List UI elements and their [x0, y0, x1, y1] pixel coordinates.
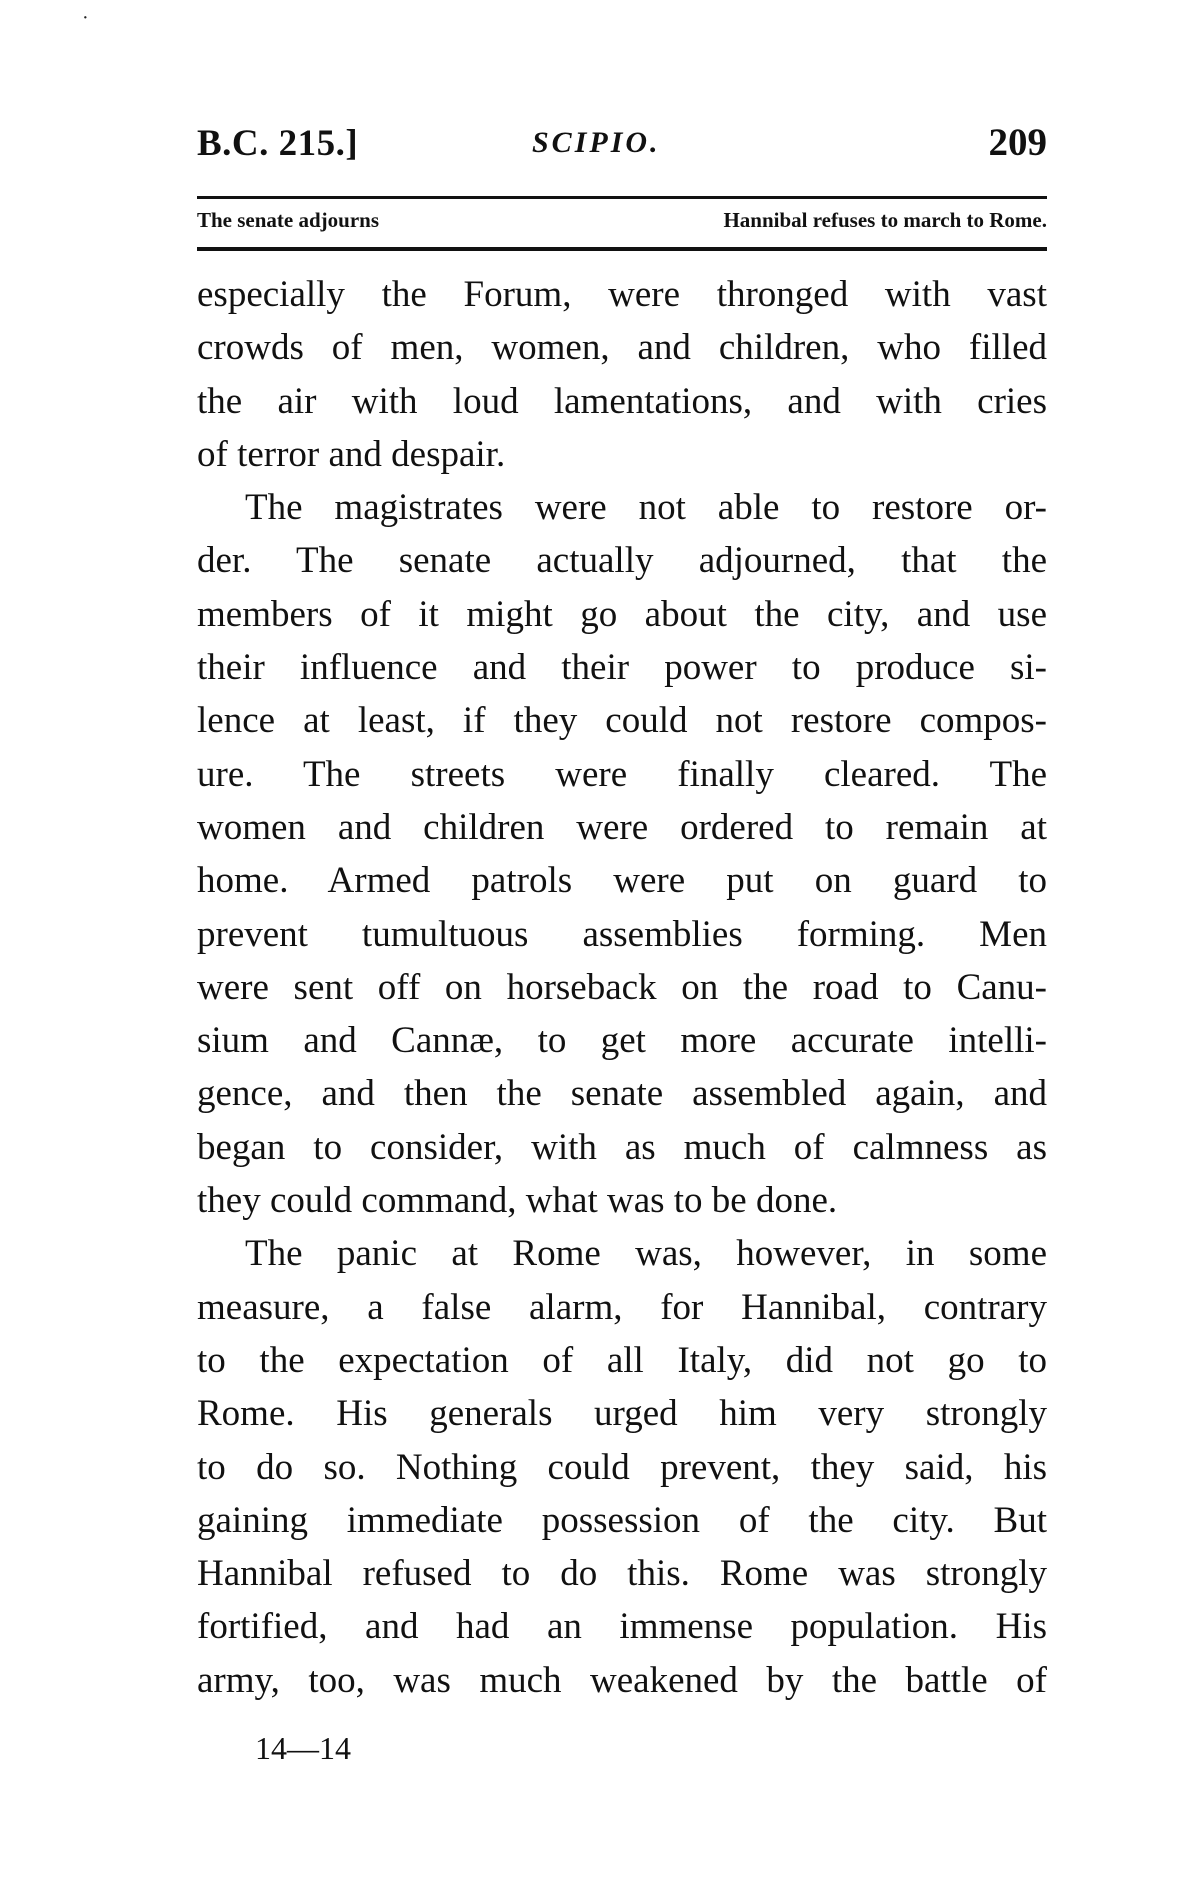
text-line: the air with loud lamentations, and with cries: [197, 380, 1047, 422]
text-line: measure, a false alarm, for Hannibal, contrary: [197, 1286, 1047, 1328]
text-line: gence, and then the senate assembled again, and: [197, 1073, 1047, 1115]
text-line: women and children were ordered to remain at: [197, 806, 1047, 848]
text-line: ure. The streets were finally cleared. The: [197, 753, 1047, 795]
text-line: were sent off on horseback on the road to Canu-: [197, 966, 1047, 1008]
stray-print-mark: ·: [82, 7, 89, 29]
body-text: [197, 268, 1047, 1707]
text-line: began to consider, with as much of calmness as: [197, 1126, 1047, 1168]
subject-header: [197, 208, 1047, 240]
header-rule-bottom: [197, 247, 1047, 251]
header-title: SCIPIO.: [532, 126, 661, 159]
text-line: Rome. His generals urged him very strongly: [197, 1393, 1047, 1435]
text-line: home. Armed patrols were put on guard to: [197, 860, 1047, 902]
text-line: their influence and their power to produce si-: [197, 647, 1047, 689]
text-line: to the expectation of all Italy, did not go to: [197, 1339, 1047, 1381]
text-line: Hannibal refused to do this. Rome was strongly: [197, 1553, 1047, 1595]
signature-mark: 14—14: [255, 1730, 351, 1766]
text-line: they could command, what was to be done.: [197, 1180, 838, 1222]
text-line: der. The senate actually adjourned, that the: [197, 540, 1047, 582]
text-line: army, too, was much weakened by the battle of: [197, 1659, 1047, 1701]
text-line: of terror and despair.: [197, 433, 506, 475]
text-line: to do so. Nothing could prevent, they said, his: [197, 1446, 1047, 1488]
text-line: especially the Forum, were thronged with vast: [197, 274, 1047, 315]
text-line: sium and Cannæ, to get more accurate intelli-: [197, 1020, 1047, 1062]
text-line: crowds of men, women, and children, who filled: [197, 327, 1047, 369]
subject-left: The senate adjourns: [197, 208, 380, 232]
text-line: prevent tumultuous assemblies forming. Men: [197, 913, 1047, 955]
text-line: The panic at Rome was, however, in some: [245, 1233, 1047, 1275]
running-head: [197, 120, 1047, 170]
page-number: 209: [988, 121, 1047, 164]
subject-right: Hannibal refuses to march to Rome.: [723, 208, 1047, 232]
header-rule-top: [197, 196, 1047, 199]
text-line: lence at least, if they could not restore compos-: [197, 700, 1047, 742]
text-line: fortified, and had an immense population. His: [197, 1606, 1047, 1648]
text-line: gaining immediate possession of the city. But: [197, 1499, 1047, 1541]
text-line: The magistrates were not able to restore or-: [245, 487, 1047, 529]
header-date: B.C. 215.]: [197, 123, 359, 164]
text-line: members of it might go about the city, and use: [197, 593, 1047, 635]
